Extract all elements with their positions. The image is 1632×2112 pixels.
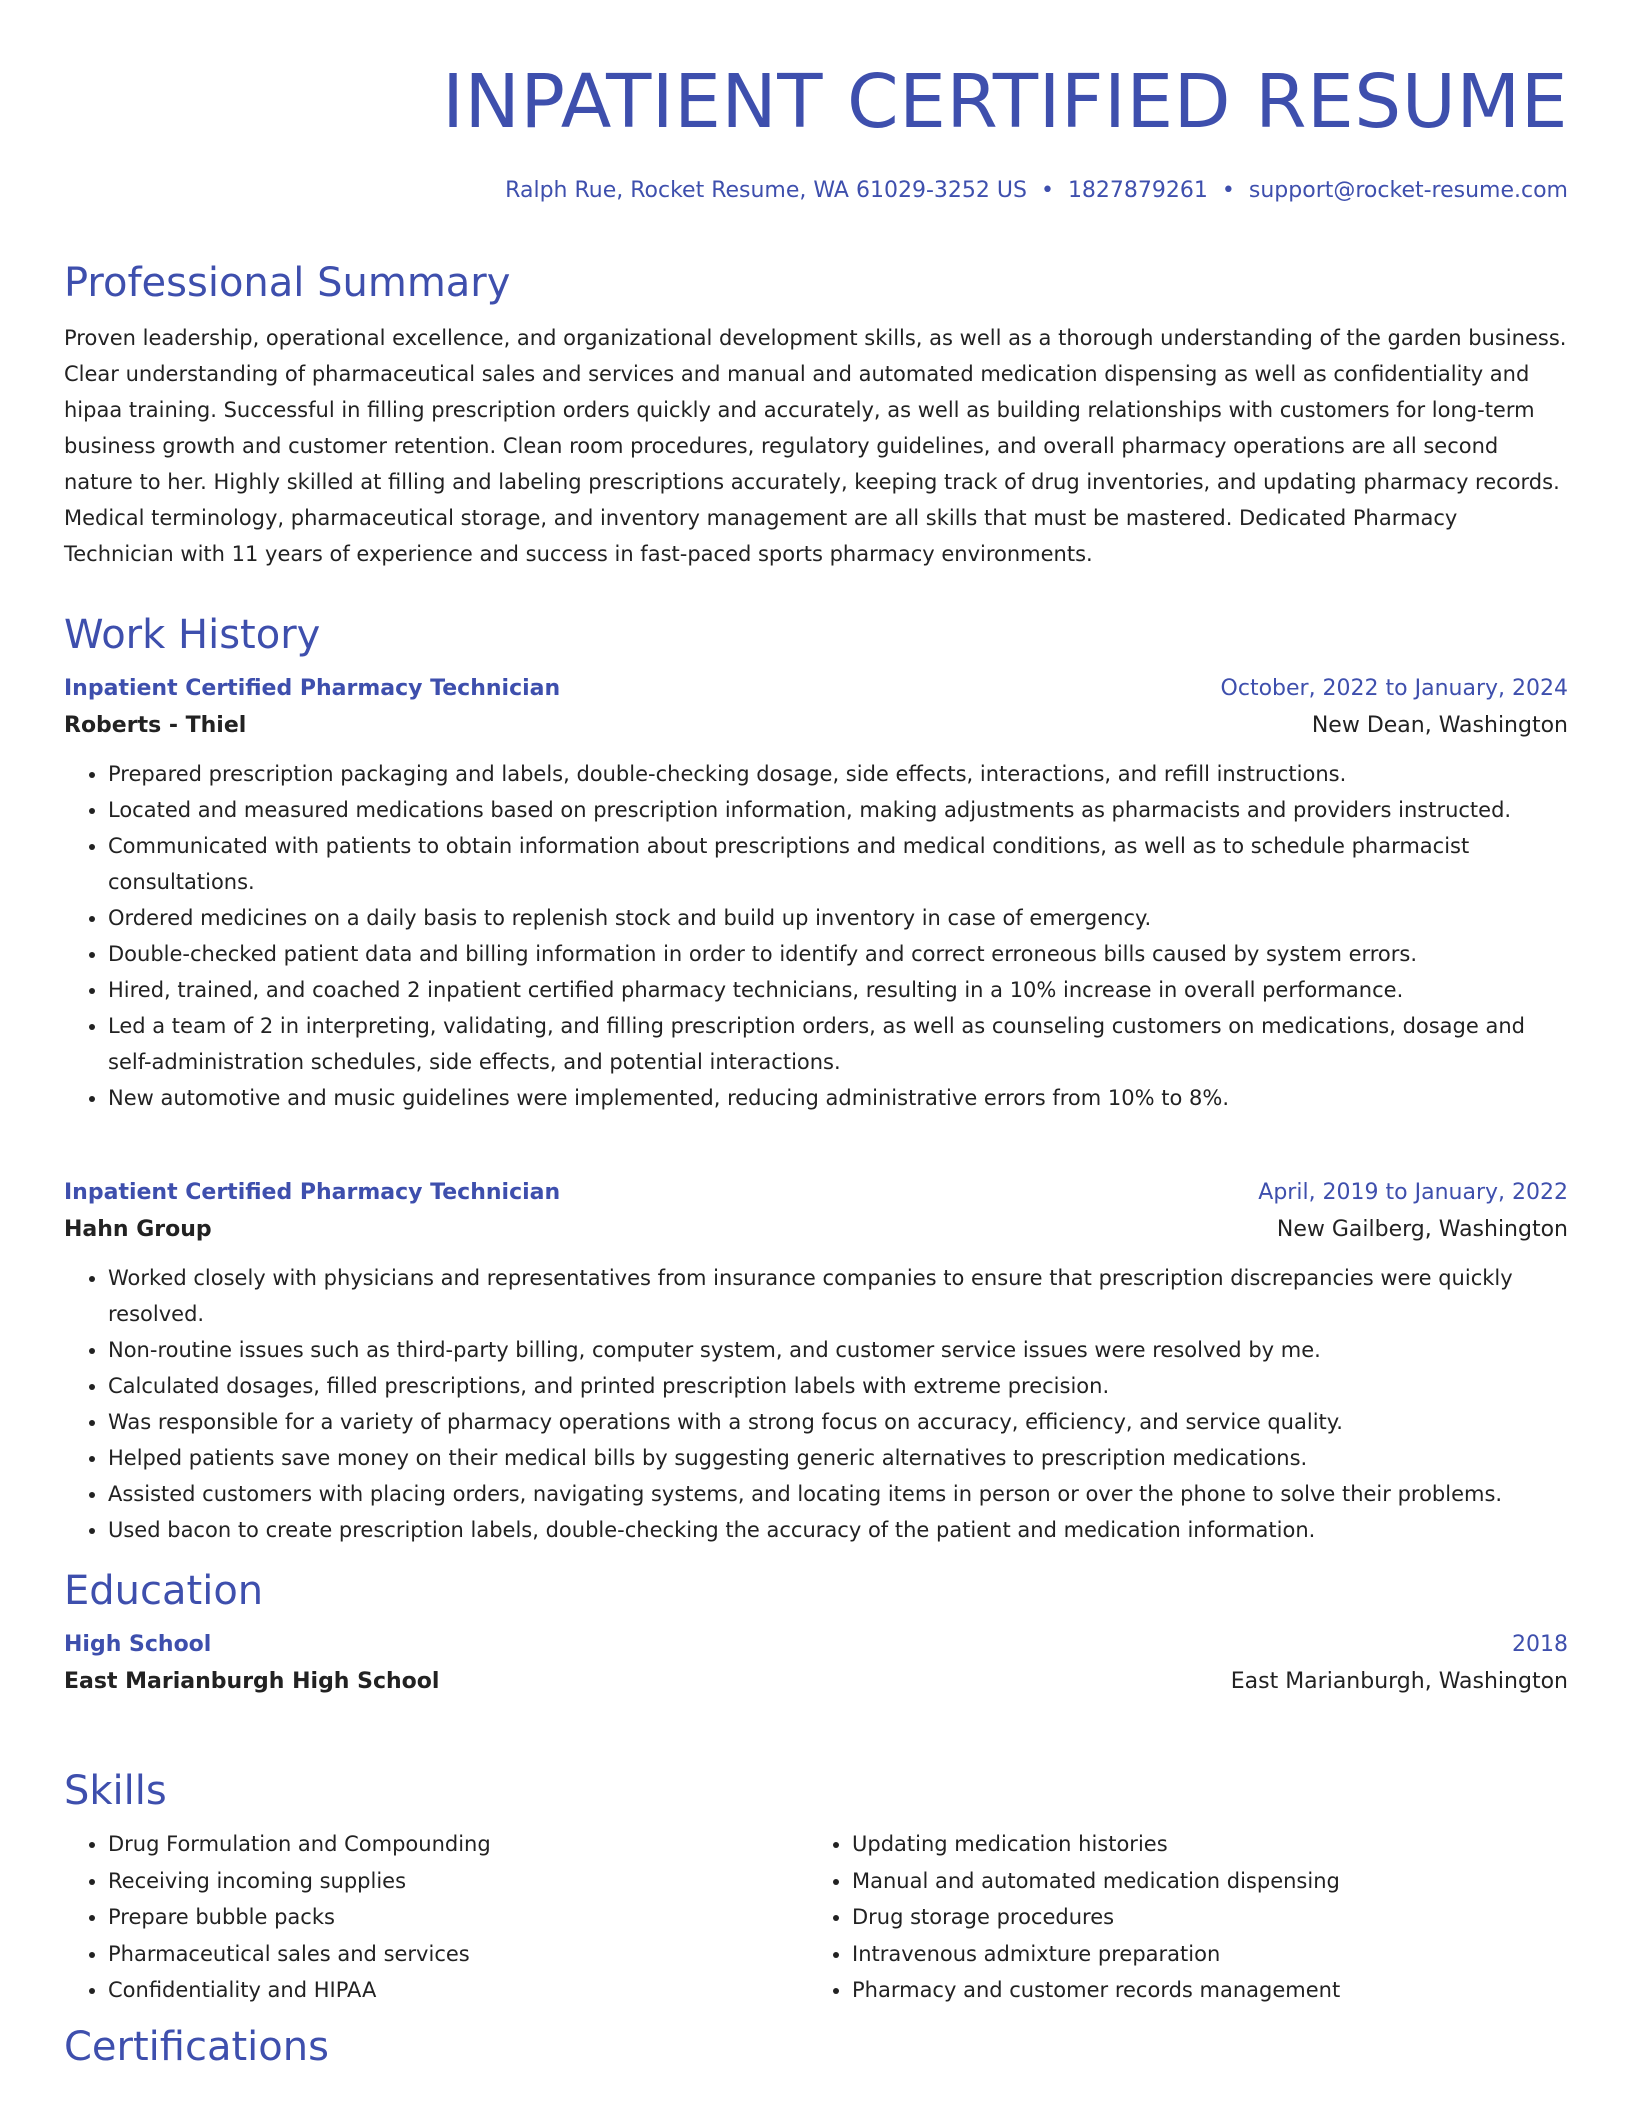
job-bullets	[64, 1260, 1568, 1548]
list-item: • Intravenous admixture preparation	[852, 1936, 1552, 1973]
resume-page	[64, 0, 1568, 2070]
education-degree: High School	[64, 1632, 212, 1657]
education-year: 2018	[1512, 1632, 1568, 1657]
list-item: • Located and measured medications based on prescription information, making adjustments as pharmacists and providers instructed.	[108, 792, 1568, 828]
contact-separator: •	[1040, 178, 1054, 203]
job-title: Inpatient Certified Pharmacy Technician	[64, 676, 561, 701]
education-location: East Marianburgh, Washington	[1230, 1669, 1568, 1694]
list-item: • Assisted customers with placing orders, navigating systems, and locating items in person or over the phone to solve their problems.	[108, 1476, 1568, 1512]
certifications-section	[64, 2022, 1568, 2072]
certifications-heading: Certifications	[64, 2024, 329, 2070]
education-heading: Education	[64, 1568, 264, 1614]
list-item: • Ordered medicines on a daily basis to replenish stock and build up inventory in case of emergency.	[108, 900, 1568, 936]
list-item: • Calculated dosages, filled prescriptions, and printed prescription labels with extreme precision.	[108, 1368, 1568, 1404]
education-header-row	[64, 1628, 1568, 1662]
list-item: • New automotive and music guidelines were implemented, reducing administrative errors from 10% to 8%.	[108, 1080, 1568, 1116]
job-title: Inpatient Certified Pharmacy Technician	[64, 1180, 561, 1205]
skills-heading: Skills	[64, 1768, 167, 1814]
skills-list-left	[64, 1826, 808, 2009]
job-company-row	[64, 706, 1568, 746]
list-item: • Communicated with patients to obtain information about prescriptions and medical conditions, as well as to schedule pharmacist consultations.	[108, 828, 1568, 900]
list-item: • Led a team of 2 in interpreting, validating, and filling prescription orders, as well as counseling customers on medications, dosage and self-administration schedules, side effects, and potential interactions.	[108, 1008, 1568, 1080]
list-item: • Used bacon to create prescription labels, double-checking the accuracy of the patient and medication information.	[108, 1512, 1568, 1548]
list-item: • Drug Formulation and Compounding	[108, 1826, 808, 1863]
list-item: • Pharmacy and customer records management	[852, 1972, 1552, 2009]
list-item: • Updating medication histories	[852, 1826, 1552, 1863]
skills-section	[64, 1766, 1568, 2009]
contact-email[interactable]: support@rocket-resume.com	[1248, 178, 1568, 203]
education-school: East Marianburgh High School	[64, 1669, 440, 1694]
work-history-heading: Work History	[64, 612, 321, 658]
list-item: • Was responsible for a variety of pharmacy operations with a strong focus on accuracy, efficiency, and service quality.	[108, 1404, 1568, 1440]
education-school-row	[64, 1662, 1568, 1702]
summary-section	[64, 258, 1568, 572]
job-entry	[64, 672, 1568, 1116]
job-company: Hahn Group	[64, 1217, 212, 1242]
list-item: • Double-checked patient data and billing information in order to identify and correct erroneous bills caused by system errors.	[108, 936, 1568, 972]
job-dates: October, 2022 to January, 2024	[1220, 676, 1568, 701]
job-bullets	[64, 756, 1568, 1116]
work-history-section	[64, 610, 1568, 1116]
list-item: • Worked closely with physicians and representatives from insurance companies to ensure that prescription discrepancies were quickly resolved.	[108, 1260, 1568, 1332]
contact-line	[64, 176, 1568, 206]
job-dates: April, 2019 to January, 2022	[1258, 1180, 1568, 1205]
resume-title: INPATIENT CERTIFIED RESUME	[442, 59, 1568, 145]
job-location: New Gailberg, Washington	[1276, 1217, 1568, 1242]
list-item: • Manual and automated medication dispensing	[852, 1863, 1552, 1900]
job-header-row	[64, 1176, 1568, 1210]
list-item: • Confidentiality and HIPAA	[108, 1972, 808, 2009]
list-item: • Non-routine issues such as third-party billing, computer system, and customer service issues were resolved by me.	[108, 1332, 1568, 1368]
list-item: • Receiving incoming supplies	[108, 1863, 808, 1900]
job-location: New Dean, Washington	[1311, 713, 1568, 738]
list-item: • Prepared prescription packaging and labels, double-checking dosage, side effects, interactions, and refill instructions.	[108, 756, 1568, 792]
job-entry	[64, 1176, 1568, 1548]
skills-columns	[64, 1826, 1568, 2009]
contact-phone: 1827879261	[1067, 178, 1208, 203]
job-company-row	[64, 1210, 1568, 1250]
list-item: • Hired, trained, and coached 2 inpatient certified pharmacy technicians, resulting in a 10% increase in overall performance.	[108, 972, 1568, 1008]
contact-address: Ralph Rue, Rocket Resume, WA 61029-3252 US	[505, 178, 1027, 203]
job-company: Roberts - Thiel	[64, 713, 247, 738]
list-item: • Drug storage procedures	[852, 1899, 1552, 1936]
contact-separator: •	[1221, 178, 1235, 203]
list-item: • Helped patients save money on their medical bills by suggesting generic alternatives to prescription medications.	[108, 1440, 1568, 1476]
summary-text: Proven leadership, operational excellence, and organizational development skills, as well as a thorough understanding of the garden business. Clear understanding of pharmaceutical sales and services and manual and automated medication dispensing as well as confidentiality and hipaa training. Successful in filling prescription orders quickly and accurately, as well as building relationships with customers for long-term business growth and customer retention. Clean room procedures, regulatory guidelines, and overall pharmacy operations are all second nature to her. Highly skilled at filling and labeling prescriptions accurately, keeping track of drug inventories, and updating pharmacy records. Medical terminology, pharmaceutical storage, and inventory management are all skills that must be mastered. Dedicated Pharmacy Technician with 11 years of experience and success in fast-paced sports pharmacy environments.	[64, 326, 1567, 566]
skills-list-right	[808, 1826, 1552, 2009]
education-section	[64, 1566, 1568, 1702]
job-header-row	[64, 672, 1568, 706]
list-item: • Prepare bubble packs	[108, 1899, 808, 1936]
summary-heading: Professional Summary	[64, 260, 511, 306]
list-item: • Pharmaceutical sales and services	[108, 1936, 808, 1973]
